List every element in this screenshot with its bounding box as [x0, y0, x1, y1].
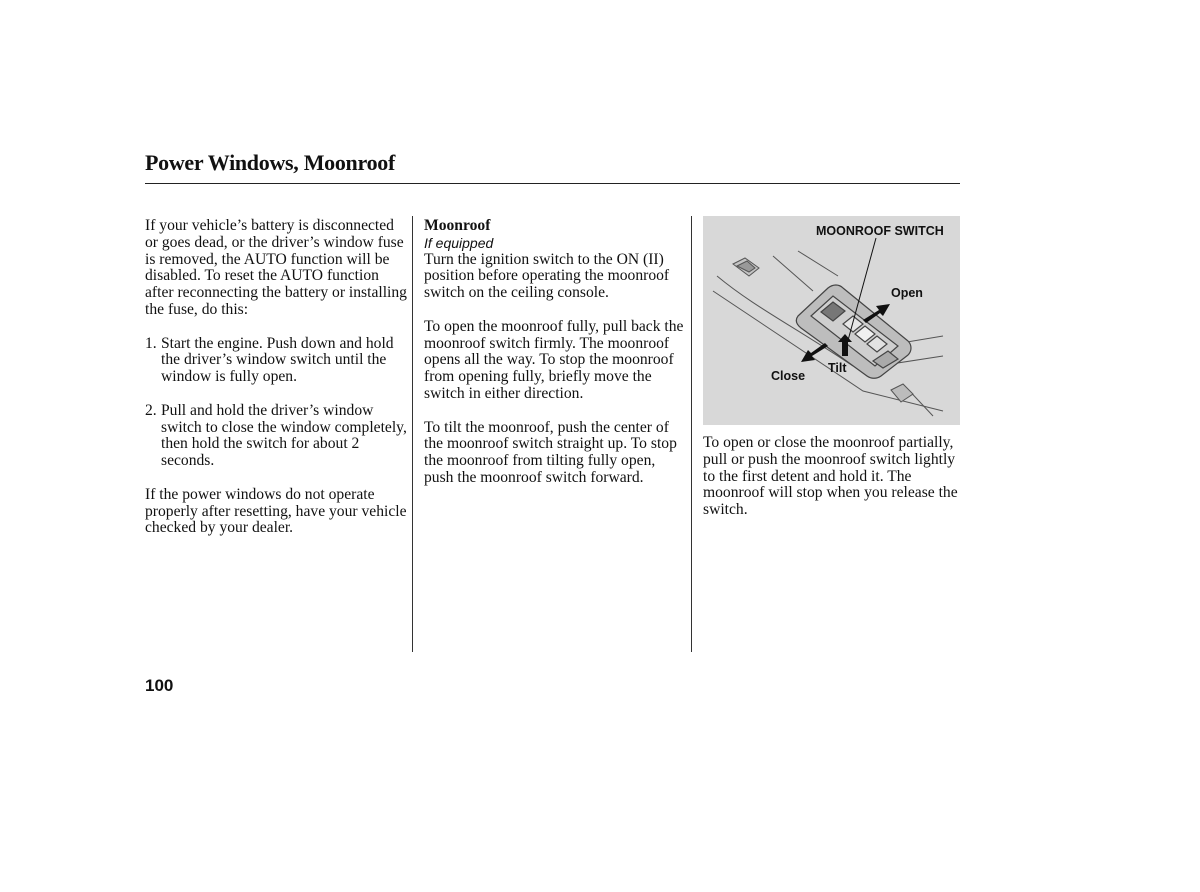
column-middle: [424, 218, 686, 504]
list-item: [145, 336, 407, 386]
column-divider: [412, 216, 413, 652]
moonroof-switch-figure: [703, 216, 960, 425]
paragraph: To tilt the moonroof, push the center of the moonroof switch straight up. To stop the moonroof from tilting fully open, push the moonroof switch forward.: [424, 418, 677, 486]
step-number: 2.: [145, 401, 157, 419]
paragraph: To open the moonroof fully, pull back the moonroof switch firmly. The moonroof opens all the way. To stop the moonroof from opening fully, briefly move the switch in either direction.: [424, 317, 684, 402]
section-heading: Moonroof: [424, 217, 491, 234]
paragraph: To open or close the moonroof partially, pull or push the moonroof switch lightly to the first detent and hold it. The moonroof will stop when you release the switch.: [703, 434, 958, 519]
intro-paragraph: If your vehicle’s battery is disconnected or goes dead, or the driver’s window fuse is removed, the AUTO function will be disabled. To reset the AUTO function after reconnecting the battery or installing the fuse, do this:: [145, 217, 407, 318]
step-text: Pull and hold the driver’s window switch to close the window completely, then hold the switch for about 2 seconds.: [161, 401, 407, 470]
column-left: [145, 218, 407, 554]
paragraph: Turn the ignition switch to the ON (II) position before operating the moonroof switch on the ceiling console.: [424, 250, 670, 302]
list-item: [145, 403, 407, 470]
column-divider: [691, 216, 692, 652]
step-text: Start the engine. Push down and hold the driver’s window switch until the window is fully open.: [161, 334, 394, 386]
close-label: Close: [771, 369, 806, 383]
moonroof-switch-illustration: [703, 216, 960, 425]
reset-steps-list: [145, 336, 407, 470]
title-rule: [145, 183, 960, 184]
page-title: Power Windows, Moonroof: [145, 150, 395, 175]
page-number: 100: [145, 676, 174, 695]
column-right: [703, 435, 961, 536]
open-label: Open: [891, 286, 923, 300]
figure-title: MOONROOF SWITCH: [816, 224, 944, 238]
tilt-label: Tilt: [828, 361, 847, 375]
step-number: 1.: [145, 334, 157, 352]
section-subheading: If equipped: [424, 234, 494, 251]
outro-paragraph: If the power windows do not operate properly after resetting, have your vehicle checked by your dealer.: [145, 485, 407, 537]
